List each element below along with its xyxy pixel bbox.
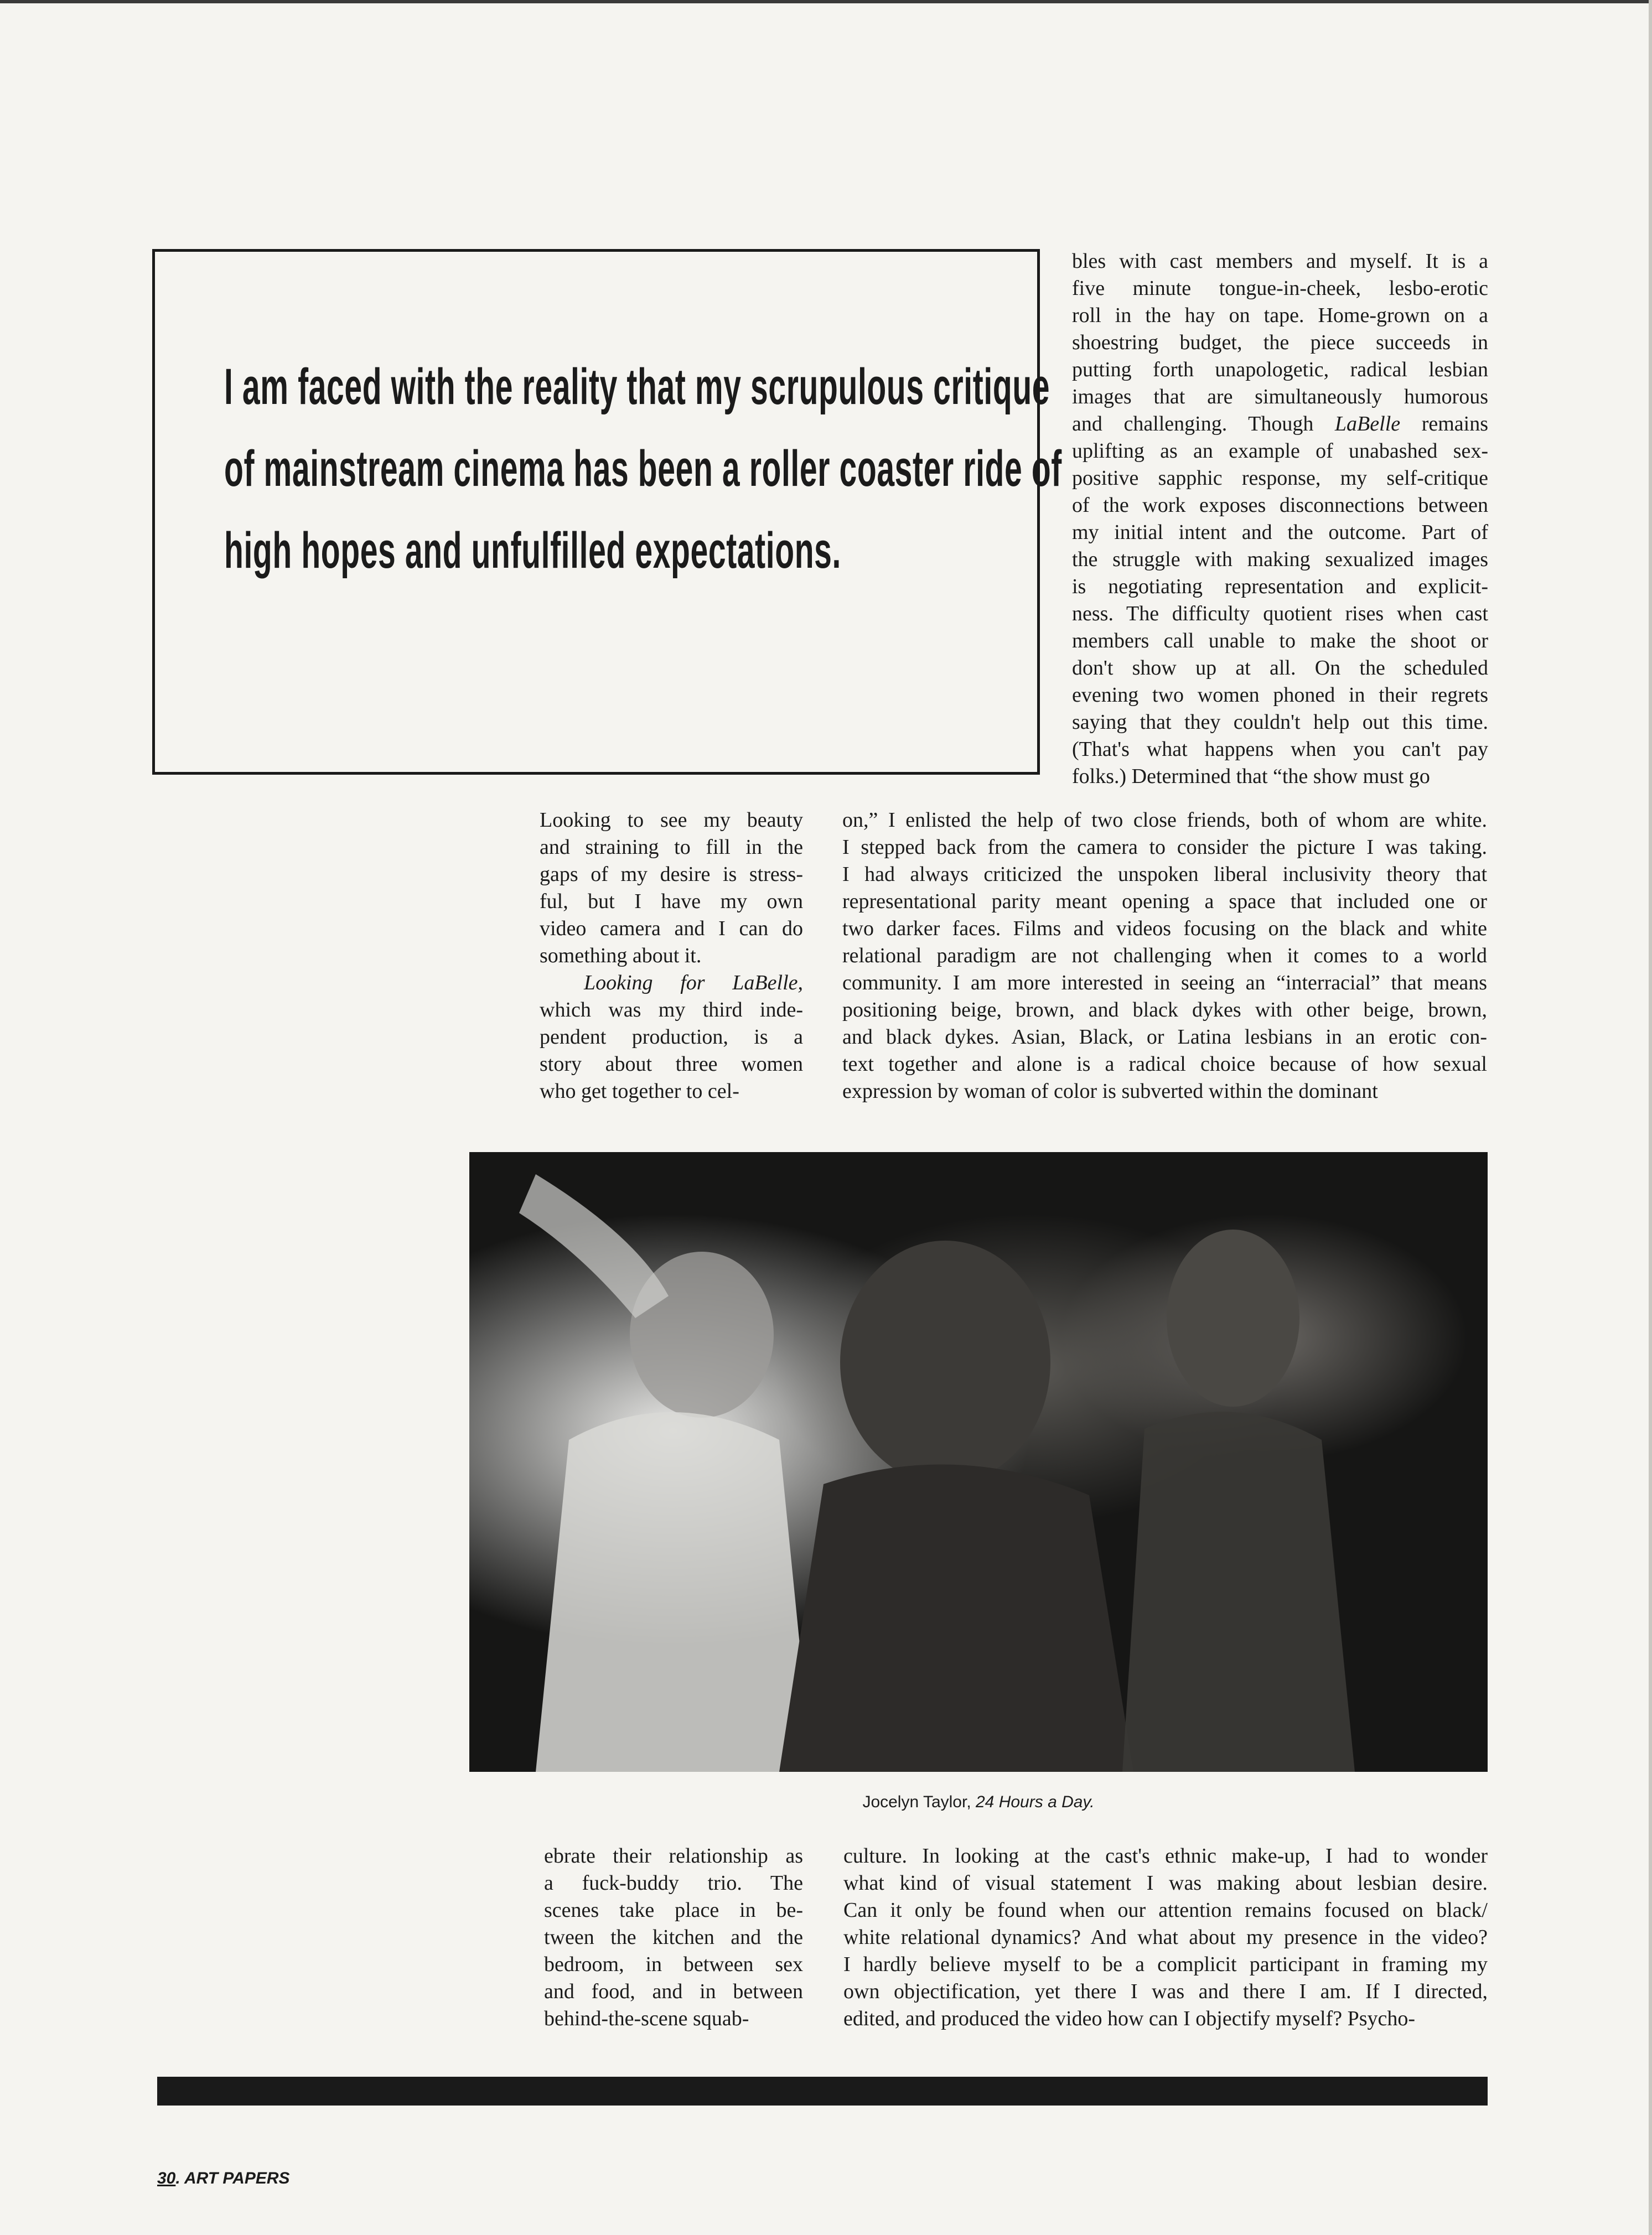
text-line: folks.) Determined that “the show must go: [1072, 765, 1430, 788]
pull-quote-line: high hopes and unfulfilled expectations.: [224, 522, 841, 579]
text-line: positioning beige, brown, and black dykes with other beige, brown,: [842, 998, 1487, 1021]
body-column-left-bottom: [544, 1843, 803, 2032]
video-still-illustration: [469, 1152, 1488, 1772]
text-line: story about three women: [540, 1052, 803, 1076]
text-line: Looking for LaBelle,: [584, 971, 803, 994]
footer-rule-bar: [157, 2077, 1488, 2106]
publication-name: ART PAPERS: [184, 2169, 290, 2187]
body-column-wide-top: [842, 807, 1487, 1105]
text-line: (That's what happens when you can't pay: [1072, 738, 1488, 761]
text-line: gaps of my desire is stress-: [540, 863, 803, 886]
text-line: positive sapphic response, my self-critique: [1072, 466, 1488, 490]
pull-quote-box: [152, 249, 1062, 775]
text-line: something about it.: [540, 944, 702, 967]
text-line: and black dykes. Asian, Black, or Latina lesbians in an erotic con-: [842, 1025, 1487, 1049]
text-line: and straining to fill in the: [540, 836, 803, 859]
text-line: is negotiating representation and explicit-: [1072, 575, 1488, 598]
text-line: evening two women phoned in their regrets: [1072, 683, 1488, 707]
text-line: culture. In looking at the cast's ethnic make-up, I had to wonder: [843, 1844, 1488, 1868]
text-line: white relational dynamics? And what about my presence in the video?: [843, 1926, 1488, 1949]
text-line: bedroom, in between sex: [544, 1953, 803, 1976]
page-top-edge: [0, 0, 1652, 3]
body-column-wide-bottom: [843, 1843, 1488, 2032]
page-folio: [157, 2169, 290, 2188]
text-line: I hardly believe myself to be a complicit participant in framing my: [843, 1953, 1488, 1976]
text-line: Can it only be found when our attention remains focused on black/: [843, 1899, 1488, 1922]
text-line: pendent production, is a: [540, 1025, 803, 1049]
photo-caption: [469, 1793, 1488, 1812]
text-line: uplifting as an example of unabashed sex-: [1072, 439, 1488, 463]
text-line: five minute tongue-in-cheek, lesbo-erotic: [1072, 277, 1488, 300]
text-line: what kind of visual statement I was making about lesbian desire.: [843, 1871, 1488, 1895]
body-column-left-top: [540, 807, 803, 1105]
text-line: bles with cast members and myself. It is a: [1072, 250, 1488, 273]
text-line: I stepped back from the camera to consider the picture I was taking.: [842, 836, 1487, 859]
text-line: the struggle with making sexualized images: [1072, 548, 1488, 571]
text-line: own objectification, yet there I was and there I am. If I directed,: [843, 1980, 1488, 2003]
page-number: 30: [157, 2169, 176, 2187]
text-line: my initial intent and the outcome. Part of: [1072, 521, 1488, 544]
text-line: I had always criticized the unspoken liberal inclusivity theory that: [842, 863, 1487, 886]
text-line: ful, but I have my own: [540, 890, 803, 913]
text-line: community. I am more interested in seeing an “interracial” that means: [842, 971, 1487, 994]
text-line: a fuck-buddy trio. The: [544, 1871, 803, 1895]
text-line: text together and alone is a radical choice because of how sexual: [842, 1052, 1487, 1076]
text-line: roll in the hay on tape. Home-grown on a: [1072, 304, 1488, 327]
text-line: on,” I enlisted the help of two close friends, both of whom are white.: [842, 808, 1487, 832]
text-line: tween the kitchen and the: [544, 1926, 803, 1949]
text-line: and food, and in between: [544, 1980, 803, 2003]
text-line: two darker faces. Films and videos focusing on the black and white: [842, 917, 1487, 940]
text-line: putting forth unapologetic, radical lesbian: [1072, 358, 1488, 381]
text-line: scenes take place in be-: [544, 1899, 803, 1922]
text-line: relational paradigm are not challenging when it comes to a world: [842, 944, 1487, 967]
text-line: ness. The difficulty quotient rises when cast: [1072, 602, 1488, 625]
text-line: ebrate their relationship as: [544, 1844, 803, 1868]
text-line: Looking to see my beauty: [540, 808, 803, 832]
text-line: behind-the-scene squab-: [544, 2007, 749, 2030]
text-line: video camera and I can do: [540, 917, 803, 940]
caption-artist: Jocelyn Taylor,: [862, 1793, 971, 1811]
pull-quote: [224, 346, 1062, 592]
body-column-right-top: [1072, 248, 1488, 790]
text-line: representational parity meant opening a space that included one or: [842, 890, 1487, 913]
pull-quote-line: I am faced with the reality that my scrupulous critique: [224, 359, 1050, 415]
text-line: and challenging. Though LaBelle remains: [1072, 412, 1488, 435]
text-line: expression by woman of color is subverted within the dominant: [842, 1080, 1378, 1103]
text-line: members call unable to make the shoot or: [1072, 629, 1488, 652]
folio-separator: .: [175, 2169, 180, 2187]
caption-title: 24 Hours a Day.: [976, 1793, 1095, 1811]
page-right-edge: [1649, 0, 1652, 2235]
text-line: which was my third inde-: [540, 998, 803, 1021]
video-still-photo: [469, 1152, 1488, 1772]
text-line: images that are simultaneously humorous: [1072, 385, 1488, 408]
text-line: of the work exposes disconnections between: [1072, 494, 1488, 517]
text-line: don't show up at all. On the scheduled: [1072, 656, 1488, 680]
text-line: shoestring budget, the piece succeeds in: [1072, 331, 1488, 354]
text-line: who get together to cel-: [540, 1080, 739, 1103]
text-line: edited, and produced the video how can I objectify myself? Psycho-: [843, 2007, 1416, 2030]
pull-quote-line: of mainstream cinema has been a roller coaster ride of: [224, 440, 1062, 497]
text-line: saying that they couldn't help out this time.: [1072, 711, 1488, 734]
